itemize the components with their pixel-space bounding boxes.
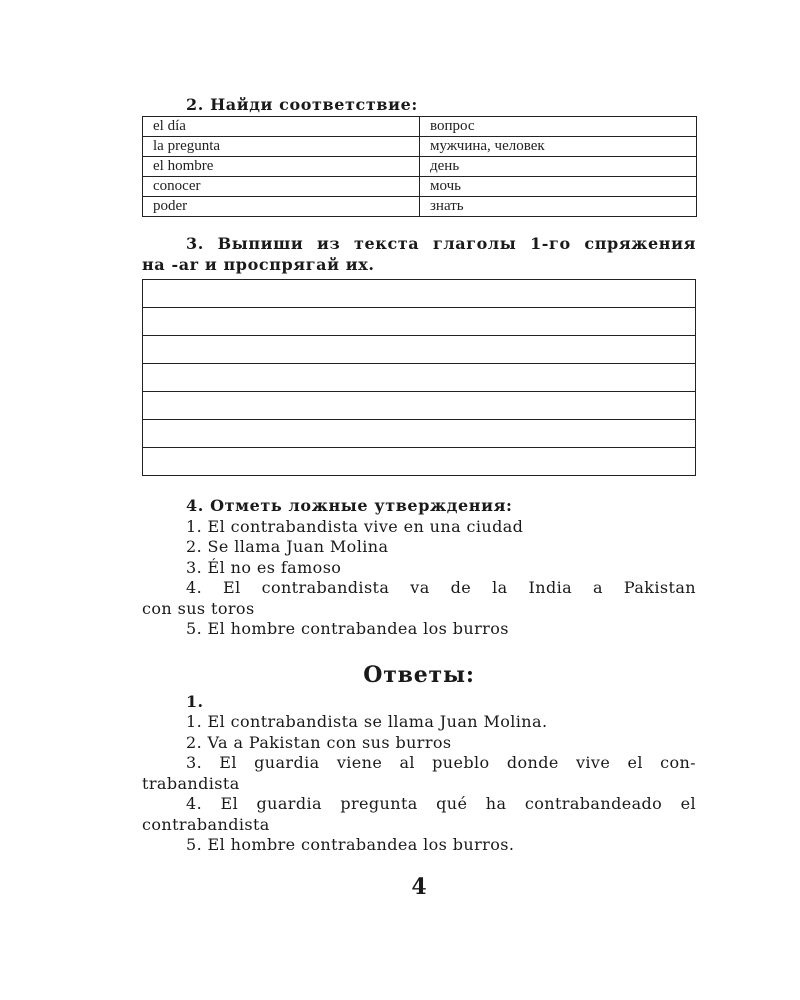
- table-cell-left: poder: [143, 197, 420, 217]
- table-cell-left: el hombre: [143, 157, 420, 177]
- answers-number: 1.: [186, 691, 204, 711]
- answer-item: 4. El guardia pregunta qué ha contrabandeado el: [186, 794, 696, 813]
- table-cell-right: мужчина, человек: [420, 137, 697, 157]
- table-row: [143, 177, 697, 197]
- writing-line[interactable]: [143, 336, 695, 364]
- answer-item: 3. El guardia viene al pueblo donde vive el con-: [186, 753, 696, 772]
- writing-line[interactable]: [143, 420, 695, 448]
- writing-line[interactable]: [143, 280, 695, 308]
- writing-line[interactable]: [143, 448, 695, 475]
- answer-item-continuation: trabandista: [142, 773, 240, 793]
- answer-item-continuation: contrabandista: [142, 814, 270, 834]
- list-item: 4. El contrabandista va de la India a Pakistan: [186, 578, 696, 597]
- section2-heading: 2. Найди соответствие:: [186, 95, 418, 114]
- page: [142, 90, 696, 900]
- list-item: 2. Se llama Juan Molina: [186, 537, 389, 556]
- answers-title: Ответы:: [363, 661, 475, 688]
- list-item-continuation: con sus toros: [142, 598, 255, 618]
- table-row: [143, 197, 697, 217]
- writing-line[interactable]: [143, 392, 695, 420]
- answer-item: 2. Va a Pakistan con sus burros: [186, 732, 452, 752]
- answers: [142, 692, 696, 856]
- table-cell-left: el día: [143, 117, 420, 137]
- section4-heading: 4. Отметь ложные утверждения:: [186, 496, 513, 515]
- answer-item: 1. El contrabandista se llama Juan Molina.: [186, 712, 548, 731]
- table-row: [143, 117, 697, 137]
- section3-heading: [142, 233, 696, 275]
- matching-table: [142, 116, 697, 217]
- list-item: 1. El contrabandista vive en una ciudad: [186, 516, 524, 536]
- writing-line[interactable]: [143, 364, 695, 392]
- page-number: 4: [411, 874, 427, 900]
- table-row: [143, 157, 697, 177]
- writing-line[interactable]: [143, 308, 695, 336]
- writing-grid[interactable]: [142, 279, 696, 476]
- table-cell-right: день: [420, 157, 697, 177]
- answer-item: 5. El hombre contrabandea los burros.: [186, 835, 515, 854]
- section3-heading-line1: 3. Выпиши из текста глаголы 1-го спряжения: [186, 234, 696, 253]
- section4: [142, 496, 696, 640]
- table-cell-right: вопрос: [420, 117, 697, 137]
- table-cell-right: знать: [420, 197, 697, 217]
- table-cell-right: мочь: [420, 177, 697, 197]
- list-item: 3. Él no es famoso: [186, 557, 342, 577]
- table-cell-left: la pregunta: [143, 137, 420, 157]
- table-cell-left: conocer: [143, 177, 420, 197]
- list-item: 5. El hombre contrabandea los burros: [186, 619, 509, 638]
- section3-heading-line2: на -ar и проспрягай их.: [142, 255, 375, 274]
- table-row: [143, 137, 697, 157]
